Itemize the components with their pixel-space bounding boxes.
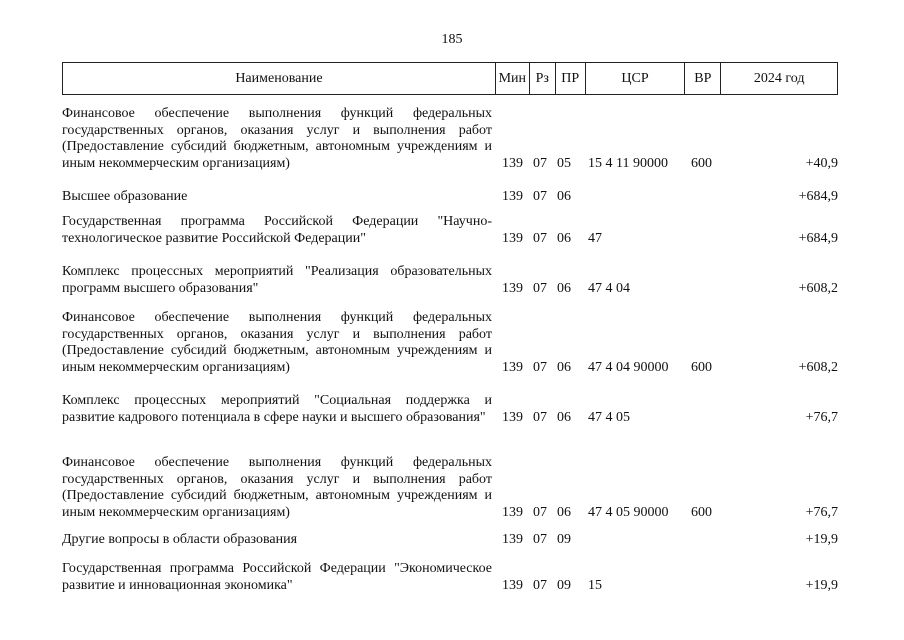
- row-name: Финансовое обеспечение выполнения функций федеральных государственных органов, оказания услуг и выполнения работ (Предоставление субсидий бюджетным, автономным учреждениям и иным некоммерческим организациям): [62, 106, 492, 171]
- table-row: [62, 532, 838, 549]
- row-rz: 07: [533, 230, 547, 246]
- row-csr: 47: [588, 230, 602, 246]
- row-value: +40,9: [805, 155, 838, 171]
- row-name: Финансовое обеспечение выполнения функций федеральных государственных органов, оказания услуг и выполнения работ (Предоставление субсидий бюджетным, автономным учреждениям и иным некоммерческим организациям): [62, 455, 492, 520]
- row-name: Государственная программа Российской Федерации "Научно-технологическое развитие Российской Федерации": [62, 214, 492, 246]
- row-value: +684,9: [798, 189, 838, 204]
- row-rz: 07: [533, 409, 547, 425]
- row-pr: 06: [557, 504, 571, 520]
- header-vr: ВР: [685, 63, 721, 94]
- row-pr: 09: [557, 532, 571, 547]
- row-rz: 07: [533, 577, 547, 593]
- row-csr: 47 4 05: [588, 409, 630, 425]
- row-csr: 47 4 04: [588, 280, 630, 296]
- table-row: [62, 393, 838, 426]
- table-row: [62, 214, 838, 247]
- table-row: [62, 455, 838, 521]
- table-row: [62, 189, 838, 206]
- table-row: [62, 264, 838, 297]
- row-pr: 06: [557, 189, 571, 204]
- row-name: Комплекс процессных мероприятий "Социальная поддержка и развитие кадрового потенциала в сфере науки и высшего образования": [62, 393, 492, 425]
- row-csr: 47 4 04 90000: [588, 359, 669, 375]
- row-min: 139: [502, 189, 523, 204]
- row-rz: 07: [533, 532, 547, 547]
- row-min: 139: [502, 280, 523, 296]
- page-number: 185: [441, 32, 463, 47]
- header-csr: ЦСР: [586, 63, 686, 94]
- row-name: Финансовое обеспечение выполнения функций федеральных государственных органов, оказания услуг и выполнения работ (Предоставление субсидий бюджетным, автономным учреждениям и иным некоммерческим организациям): [62, 310, 492, 375]
- row-name: Государственная программа Российской Федерации "Экономическое развитие и инновационная экономика": [62, 561, 492, 593]
- row-value: +76,7: [805, 409, 838, 425]
- row-min: 139: [502, 409, 523, 425]
- row-csr: 47 4 05 90000: [588, 504, 669, 520]
- row-vr: 600: [691, 155, 712, 171]
- row-vr: 600: [691, 504, 712, 520]
- row-pr: 05: [557, 155, 571, 171]
- row-pr: 06: [557, 409, 571, 425]
- row-name: Другие вопросы в области образования: [62, 532, 298, 547]
- row-min: 139: [502, 577, 523, 593]
- table-row: [62, 106, 838, 172]
- row-min: 139: [502, 504, 523, 520]
- row-rz: 07: [533, 189, 547, 204]
- row-min: 139: [502, 359, 523, 375]
- row-pr: 09: [557, 577, 571, 593]
- row-min: 139: [502, 155, 523, 171]
- header-pr: ПР: [556, 63, 586, 94]
- header-min: Мин: [496, 63, 530, 94]
- header-rz: Рз: [530, 63, 556, 94]
- row-value: +19,9: [805, 532, 838, 547]
- row-rz: 07: [533, 359, 547, 375]
- row-pr: 06: [557, 359, 571, 375]
- row-rz: 07: [533, 155, 547, 171]
- row-name: Высшее образование: [62, 189, 188, 204]
- table-row: [62, 561, 838, 594]
- row-name: Комплекс процессных мероприятий "Реализация образовательных программ высшего образования": [62, 264, 492, 296]
- row-value: +684,9: [798, 230, 838, 246]
- row-value: +19,9: [805, 577, 838, 593]
- row-vr: 600: [691, 359, 712, 375]
- row-pr: 06: [557, 280, 571, 296]
- header-name: Наименование: [63, 63, 496, 94]
- row-rz: 07: [533, 504, 547, 520]
- table-header: [62, 62, 838, 95]
- row-csr: 15: [588, 577, 602, 593]
- header-year: 2024 год: [753, 70, 805, 86]
- row-min: 139: [502, 230, 523, 246]
- row-pr: 06: [557, 230, 571, 246]
- table-row: [62, 310, 838, 376]
- row-value: +608,2: [798, 280, 838, 296]
- row-min: 139: [502, 532, 523, 547]
- row-value: +76,7: [805, 504, 838, 520]
- row-rz: 07: [533, 280, 547, 296]
- row-csr: 15 4 11 90000: [588, 155, 668, 171]
- row-value: +608,2: [798, 359, 838, 375]
